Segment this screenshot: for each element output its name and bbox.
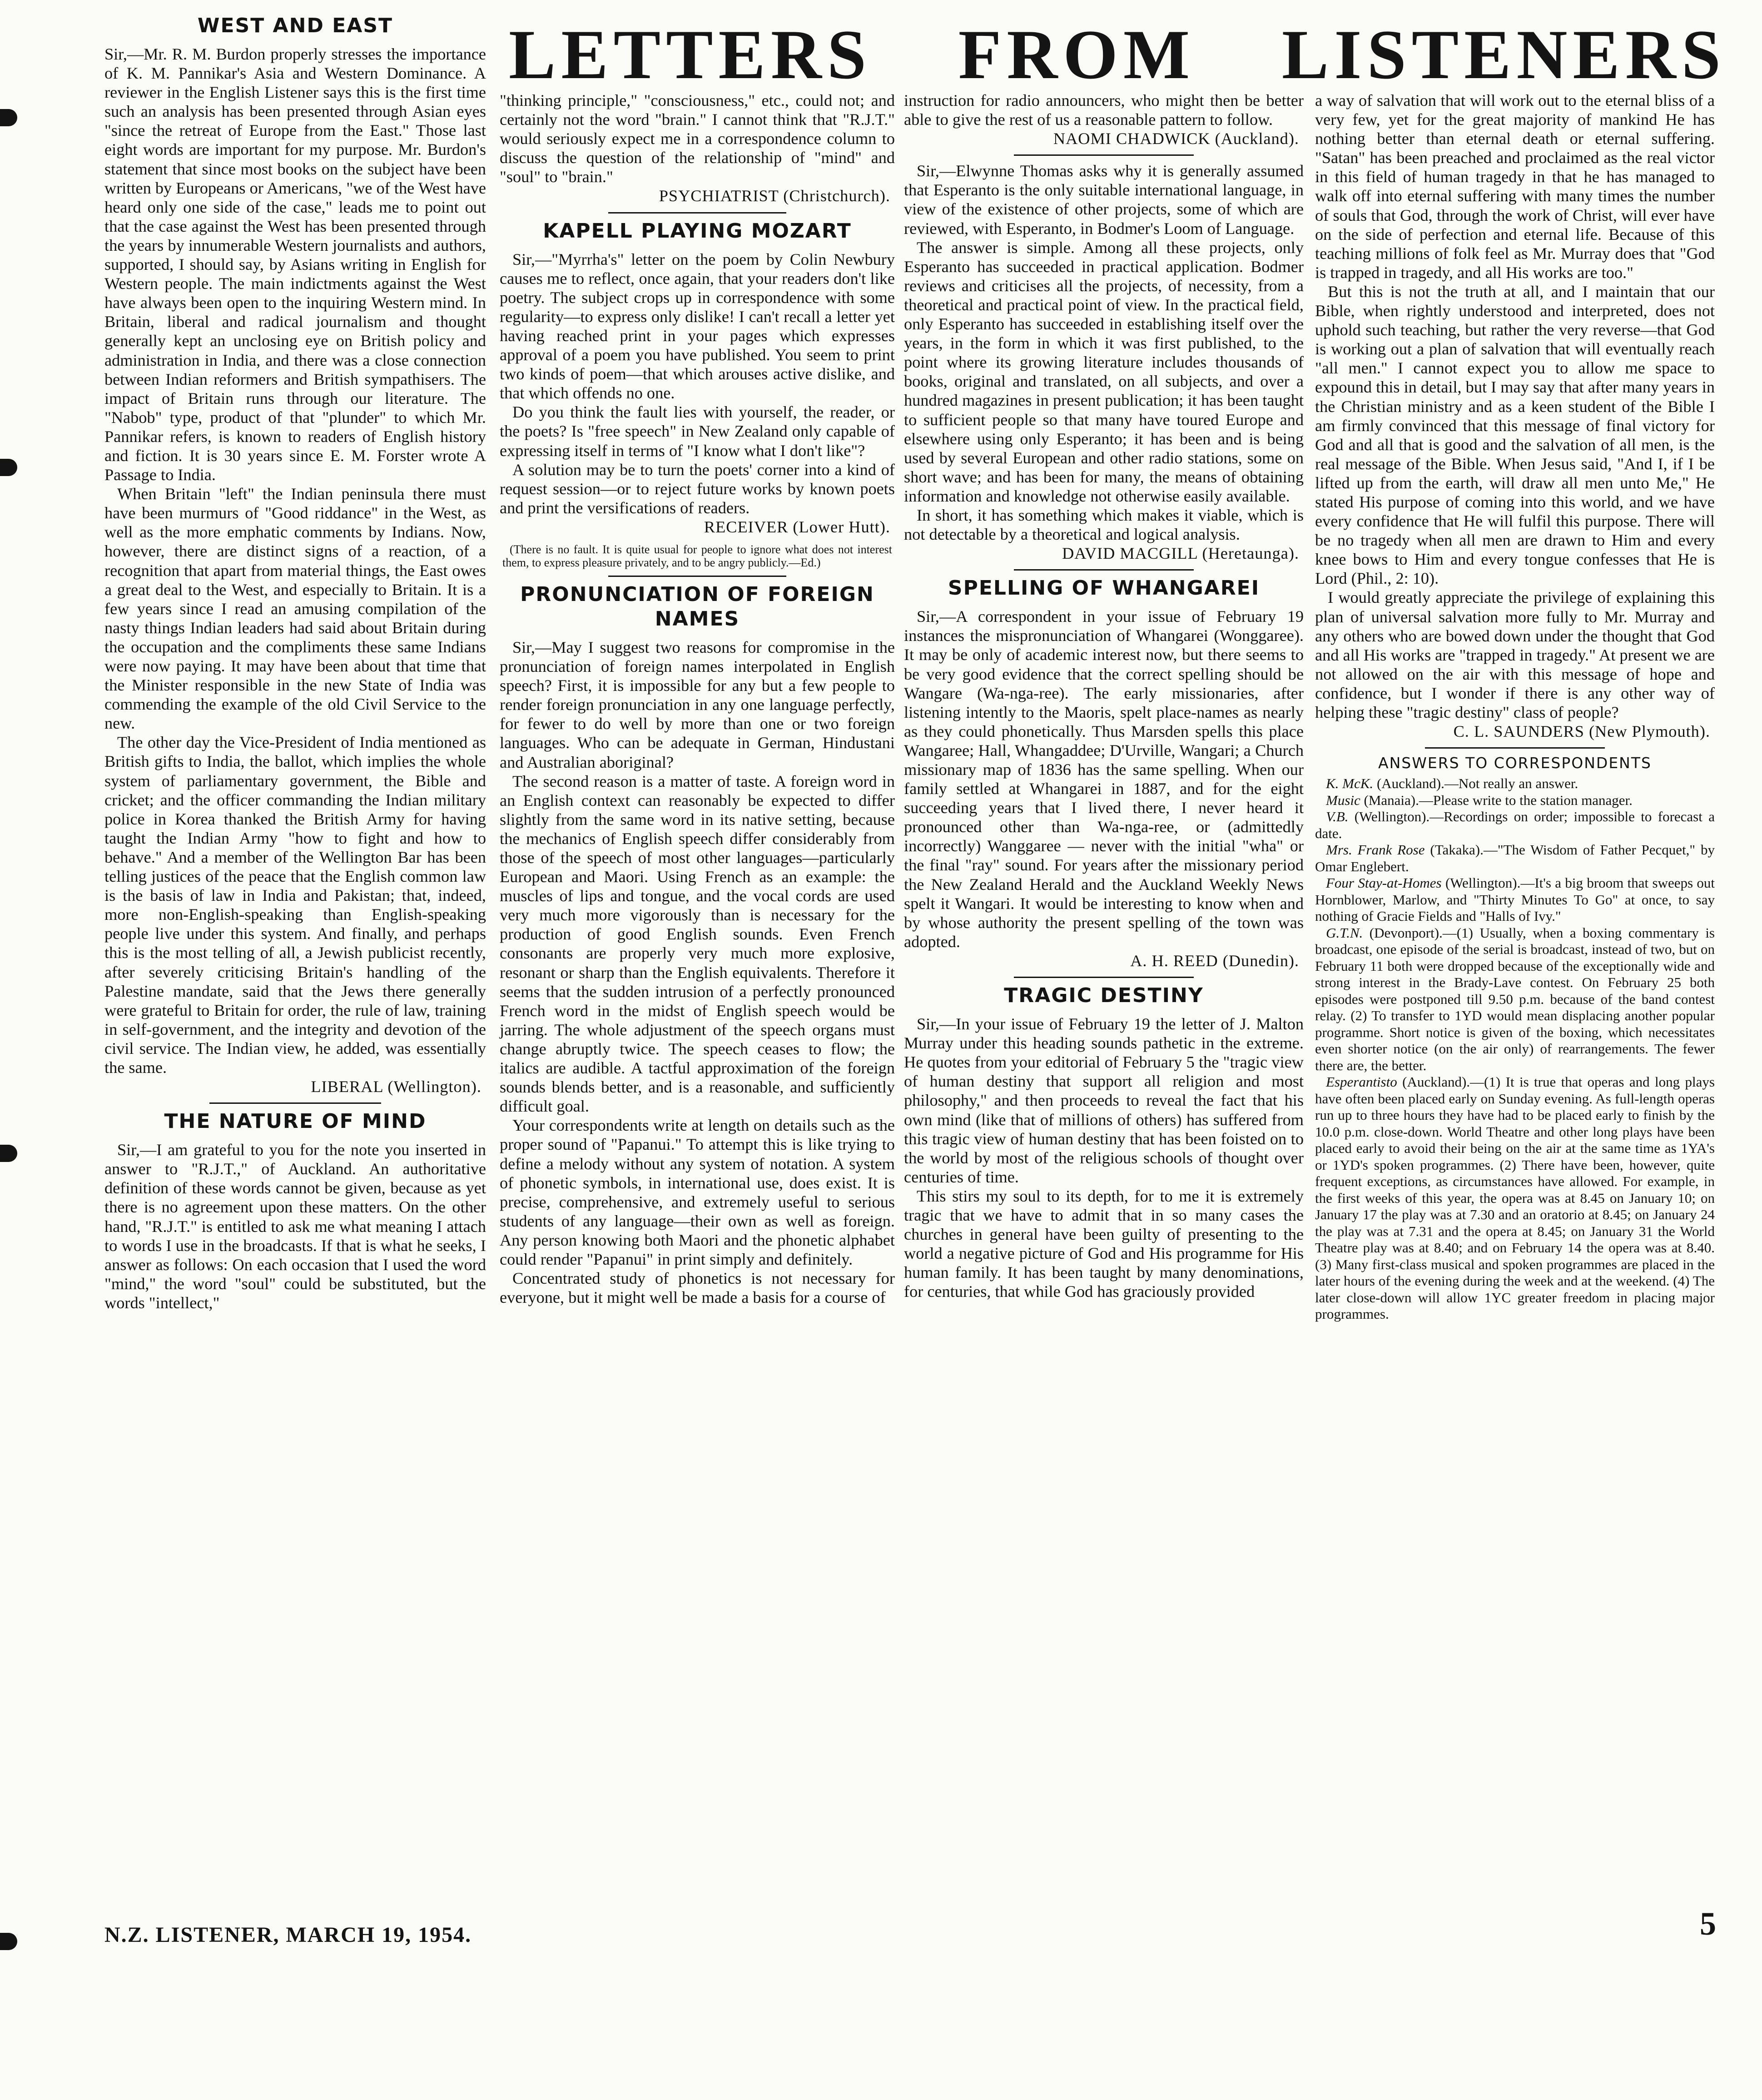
answer-name: Esperantisto (1326, 1074, 1397, 1090)
letter-paragraph: instruction for radio announcers, who might then be better able to give the rest of us a reasonable pattern to follow. (904, 91, 1304, 129)
answer-item (1315, 1074, 1715, 1323)
letter-heading: PRONUNCIATION OF FOREIGN NAMES (520, 582, 874, 630)
page-number: 5 (1700, 1906, 1716, 1942)
binding-hole (0, 459, 17, 476)
letter-signature: NAOMI CHADWICK (Auckland). (1053, 129, 1299, 148)
letter-paragraph: The other day the Vice-President of India mentioned as British gifts to India, the ballot, which implies the whole system of parliamentary government, the Bible and cricket; and the officer commanding the Indian military police in Korea thanked the British Army for having taught the Indian Army "how to fight and how to behave." And a member of the Wellington Bar has been telling justices of the peace that the English common law is the basis of law in India and Pakistan; that, indeed, more non-English-speaking than English-speaking people live under this system. And finally, and perhaps this is the most telling of all, a Jewish publicist recently, after severely criticising Britain's handling of the Palestine mandate, said that the Jews there generally were grateful to Britain for order, the rule of law, training in self-government, and the integrity and devotion of the civil service. The Indian view, he added, was essentially the same. (104, 733, 486, 1077)
column-4 (1315, 91, 1715, 1944)
masthead-word: LISTENERS (1281, 15, 1726, 94)
answer-name: V.B. (1326, 809, 1349, 825)
letter-paragraph: In short, it has something which makes it viable, which is not detectable by a theoretical and logical analysis. (904, 506, 1304, 544)
masthead-word: LETTERS (509, 15, 872, 94)
answer-name: Music (1326, 792, 1360, 808)
column-1 (104, 14, 486, 1917)
divider (1014, 977, 1194, 978)
letter-heading: KAPELL PLAYING MOZART (543, 219, 852, 243)
answer-text: (Auckland).—Not really an answer. (1373, 775, 1578, 792)
letter-signature: C. L. SAUNDERS (New Plymouth). (1453, 722, 1710, 741)
letter-paragraph: The answer is simple. Among all these projects, only Esperanto has succeeded in practical application. Bodmer reviews and criticises all the projects, of necessity, from a theoretical and practical point of view. In the practical field, only Esperanto has succeeded in establishing itself over the years, in the form in which it was first published, to the point where its growing literature includes thousands of books, original and translated, on all subjects, and over a hundred magazines in present publication; it has been taught to sufficient people so that many have toured Europe and elsewhere using only Esperanto; it has been and is being used by several European and other radio stations, some on short wave; and has been for many, the means of obtaining information and knowledge not otherwise easily available. (904, 238, 1304, 505)
divider (608, 212, 786, 213)
letter-heading: WEST AND EAST (197, 14, 393, 37)
letter-paragraph: a way of salvation that will work out to the eternal bliss of a very few, yet for the great majority of mankind He has nothing better than eternal death or eternal suffering. "Satan" has been preached and proclaimed as the real victor in this field of human tragedy in that he has managed to walk off into eternal suffering with many times the number of souls that God, through the work of Christ, will ever have on the side of perfection and eternal life. Because of this teaching millions of folk feel as Mr. Murray does that "God is trapped in tragedy, and all His works are too." (1315, 91, 1715, 282)
answers-heading: ANSWERS TO CORRESPONDENTS (1378, 754, 1652, 772)
divider (608, 576, 786, 577)
letter-paragraph: Your correspondents write at length on details such as the proper sound of "Papanui." To attempt this is like trying to define a melody without any system of notation. A system of phonetic symbols, in international use, does exist. It is precise, comprehensive, and extremely useful to serious students of any language—their own as well as foreign. Any person knowing both Maori and the phonetic alphabet could render "Papanui" in print simply and definitely. (500, 1116, 895, 1268)
answer-item (1315, 792, 1715, 809)
letter-paragraph: Sir,—Elwynne Thomas asks why it is generally assumed that Esperanto is the only suitable international language, in view of the existence of other projects, some of which are reviewed, with Esperanto, in Bodmer's Loom of Language. (904, 162, 1304, 238)
answer-text: (Wellington).—It's a big broom that sweeps out Hornblower, Marlow, and "Thirty Minutes To Go" at once, to say nothing of Gracie Fields and "Halls of Ivy." (1315, 875, 1715, 924)
divider (209, 1102, 381, 1104)
answer-item (1315, 925, 1715, 1074)
letter-paragraph: But this is not the truth at all, and I maintain that our Bible, when rightly understood and interpreted, does not uphold such teaching, but rather the very reverse—that God is working out a plan of salvation that will eventually reach "all men." I cannot expect you to allow me space to expound this in detail, but I may say that after many years in the Christian ministry and as a keen student of the Bible I am firmly convinced that this message of final victory for God and all that is good and the salvation of all men, is the real message of the Bible. When Jesus said, "And I, if I be lifted up from the earth, will draw all men unto Me," He stated His purpose of coming into this world, and we have every confidence that He will fulfil this purpose. There will be no tragedy when all men are drawn to Him and every knee bows to Him and every tongue confesses that He is Lord (Phil., 2: 10). (1315, 282, 1715, 588)
page-footer: N.Z. LISTENER, MARCH 19, 1954. (104, 1923, 472, 1947)
letter-signature: LIBERAL (Wellington). (311, 1077, 481, 1096)
letter-paragraph: A solution may be to turn the poets' corner into a kind of request session—or to reject future works by known poets and print the versifications of readers. (500, 460, 895, 517)
answer-item (1315, 809, 1715, 842)
answer-text: (Auckland).—(1) It is true that operas and long plays have often been placed early on Sunday evening. As full-length operas run up to three hours they have had to be placed early to finish by the 10.0 p.m. close-down. World Theatre and other long plays have been placed early to avoid their being on the air at the same time as 1YA's or 1YD's spoken programmes. (2) There have been, however, quite frequent exceptions, as circumstances have allowed. For example, in the first weeks of this year, the opera was at 8.45 on January 10; on January 17 the play was at 7.30 and an oratorio at 8.45; on January 24 the play was at 7.31 and the opera at 8.45; on January 31 the World Theatre play was at 8.40; and on February 14 the opera was at 8.40. (3) Many first-class musical and spoken programmes are placed in the later hours of the evening during the week and at the weekend. (4) The later close-down will allow 1YC greater freedom in placing major programmes. (1315, 1074, 1715, 1322)
letter-paragraph: Sir,—May I suggest two reasons for compromise in the pronunciation of foreign names interpolated in English speech? First, it is impossible for any but a few people to render foreign pronunciation in any one language perfectly, for fewer to do well by more than one or two foreign languages. Who can be adequate in German, Hindustani and Australian aboriginal? (500, 638, 895, 771)
divider (1014, 569, 1194, 571)
letter-paragraph: I would greatly appreciate the privilege of explaining this plan of universal salvation more fully to Mr. Murray and any others who are bowed down under the thought that God and all His works are "trapped in tragedy." At present we are not allowed on the air with this message of hope and confidence, but I wonder if there is any other way of helping these "tragic destiny" class of people? (1315, 588, 1715, 721)
letter-paragraph: Sir,—Mr. R. M. Burdon properly stresses the importance of K. M. Pannikar's Asia and Western Dominance. A reviewer in the English Listener says this is the first time such an analysis has been presented through Asian eyes "since the retreat of Europe from the East." Those last eight words are important for my purpose. Mr. Burdon's statement that since most books on the subject have been written by Europeans or Americans, "we of the West have heard only one side of the case," leads me to point out that the case against the West has been presented through the years by innumerable Western journalists and authors, supported, I should say, by Asians writing in English for Western people. The main indictments against the West have always been open to the inquiring Western mind. In Britain, liberal and radical journalism and thought generally kept an unclosing eye on British policy and administration in India, and there was a close connection between Indian reformers and British sympathisers. The impact of Britain runs through our literature. The "Nabob" type, product of that "plunder" to which Mr. Pannikar refers, is known to readers of English history and fiction. It is 30 years since E. M. Forster wrote A Passage to India. (104, 45, 486, 484)
letter-paragraph: Sir,—I am grateful to you for the note you inserted in answer to "R.J.T.," of Auckland. An authoritative definition of these words cannot be given, because as yet there is no agreement upon these matters. On the other hand, "R.J.T." is entitled to ask me what meaning I attach to words I use in the broadcasts. If that is what he seeks, I answer as follows: On each occasion that I used the word "mind," the word "soul" could be substituted, but the words "intellect," (104, 1141, 486, 1312)
letter-signature: PSYCHIATRIST (Christchurch). (659, 187, 890, 205)
letter-paragraph: Sir,—"Myrrha's" letter on the poem by Colin Newbury causes me to reflect, once again, that your readers don't like poetry. The subject crops up in correspondence with some regularity—to express only dislike! I can't recall a letter yet having reached print in your pages which expresses approval of a poem you have published. You seem to print two kinds of poem—that which arouses active dislike, and that which offends no one. (500, 250, 895, 402)
editor-note: (There is no fault. It is quite usual for people to ignore what does not interest them, to express pleasure privately, and to be angry publicly.—Ed.) (502, 542, 892, 569)
letter-paragraph: Sir,—A correspondent in your issue of February 19 instances the mispronunciation of Whangarei (Wonggaree). It may be only of academic interest now, but there seems to be very good evidence that the correct spelling should be Wangare (Wa-nga-ree). The early missionaries, after listening intently to the Maoris, spelt place-names as nearly as they could phonetically. Thus Marsden spells this place Wangaree; Hall, Whangaddee; D'Urville, Wangari; a Church missionary map of 1836 has the same spelling. When our family settled at Whangarei in 1887, and for the eight succeeding years that I lived there, I never heard it pronounced other than Wa-nga-ree, or (admittedly incorrectly) Wanggaree — never with the initial "wha" or the final "ray" sound. For years after the missionary period the New Zealand Herald and the Auckland Weekly News spelt it Wangari. It would be interesting to know when and by whose authority the present spelling of the town was adopted. (904, 607, 1304, 951)
letter-paragraph: The second reason is a matter of taste. A foreign word in an English context can reasonably be expected to differ slightly from the same word in its native setting, because the mechanics of English speech differ considerably from those of the speech of most other languages—particularly European and Maori. Using French as an example: the muscles of lips and tongue, and the vocal cords are used very much more vigorously than is necessary for the production of good English sounds. Even French consonants are properly very much more explosive, resonant or sharp than the English equivalents. Therefore it seems that the sudden intrusion of a perfectly pronounced French word in the midst of English speech would be jarring. The whole adjustment of the speech organs must change abruptly twice. The speech ceases to flow; the italics are audible. A tactful approximation of the foreign sounds blends better, and is a reasonable, and sufficiently difficult goal. (500, 772, 895, 1116)
letter-signature: RECEIVER (Lower Hutt). (704, 517, 890, 536)
binding-hole (0, 109, 17, 126)
letter-heading: SPELLING OF WHANGAREI (948, 576, 1260, 600)
letter-heading: TRAGIC DESTINY (1004, 984, 1204, 1008)
letter-signature: DAVID MACGILL (Heretaunga). (1062, 544, 1299, 563)
answer-item (1315, 775, 1715, 792)
letter-heading: THE NATURE OF MIND (164, 1110, 427, 1133)
answer-name: Mrs. Frank Rose (1326, 842, 1425, 858)
answer-name: K. McK. (1326, 775, 1374, 792)
answer-text: (Manaia).—Please write to the station manager. (1360, 792, 1633, 808)
letter-paragraph: Concentrated study of phonetics is not necessary for everyone, but it might well be made a basis for a course of (500, 1269, 895, 1307)
answer-text: (Wellington).—Recordings on order; impossible to forecast a date. (1315, 809, 1715, 841)
letter-paragraph: This stirs my soul to its depth, for to me it is extremely tragic that we have to admit that in so many cases the churches in general have been guilty of presenting to the world a negative picture of God and His programme for His human family. It has been taught by many denominations, for centuries, that while God has graciously provided (904, 1187, 1304, 1301)
letter-paragraph: When Britain "left" the Indian peninsula there must have been murmurs of "Good riddance" in the West, as well as the more emphatic comments by Indians. Now, however, there are distinct signs of a reaction, of a recognition that apart from material things, the East owes a great deal to the West, and especially to Britain. It is a few years since I read an amusing compilation of the nasty things Indian leaders had said about Britain during the occupation and the compliments these same Indians were now paying. It may have been about that time that the Minister responsible in the new State of India was commending the example of the old Civil Service to the new. (104, 485, 486, 733)
answer-text: (Devonport).—(1) Usually, when a boxing commentary is broadcast, one episode of the serial is broadcast, instead of two, but on February 11 both were dropped because of the exceptionally wide and strong interest in the Brady-Lave contest. On February 25 both episodes were postponed till 9.50 p.m. because of the band contest relay. (2) To transfer to 1YD would mean displacing another popular programme. Short notice is given of the boxing, which necessitates even shorter notice (on the air only) of rearrangements. The fewer there are, the better. (1315, 924, 1715, 1073)
letter-paragraph: Sir,—In your issue of February 19 the letter of J. Malton Murray under this heading sounds pathetic in the extreme. He quotes from your editorial of February 5 the "tragic view of human destiny that support all religion and most philosophy," and then proceeds to reveal the fact that his own mind (like that of millions of others) has suffered from this tragic view of human destiny that has been foisted on to the world by most of the religious schools of thought over centuries of time. (904, 1015, 1304, 1186)
answers-list (1315, 775, 1715, 1323)
binding-hole (0, 1933, 17, 1950)
divider (1014, 154, 1194, 156)
answer-item (1315, 842, 1715, 875)
answer-item (1315, 875, 1715, 925)
letter-paragraph: Do you think the fault lies with yourself, the reader, or the poets? Is "free speech" in New Zealand only capable of expressing itself in terms of "I know what I don't like"? (500, 403, 895, 460)
binding-hole (0, 1145, 17, 1162)
masthead-title (509, 15, 1726, 94)
answer-name: Four Stay-at-Homes (1326, 875, 1442, 891)
masthead-word: FROM (958, 15, 1196, 94)
letter-paragraph: "thinking principle," "consciousness," etc., could not; and certainly not the word "brain." I cannot think that "R.J.T." would seriously expect me in a correspondence column to discuss the question of the relationship of "mind" and "soul" to "brain." (500, 91, 895, 186)
divider (1425, 747, 1605, 749)
column-2 (500, 91, 895, 1944)
column-3 (904, 91, 1304, 1944)
letter-signature: A. H. REED (Dunedin). (1130, 951, 1299, 970)
answer-name: G.T.N. (1326, 924, 1363, 941)
answer-text: (Takaka).—"The Wisdom of Father Pecquet," by Omar Englebert. (1315, 842, 1715, 874)
